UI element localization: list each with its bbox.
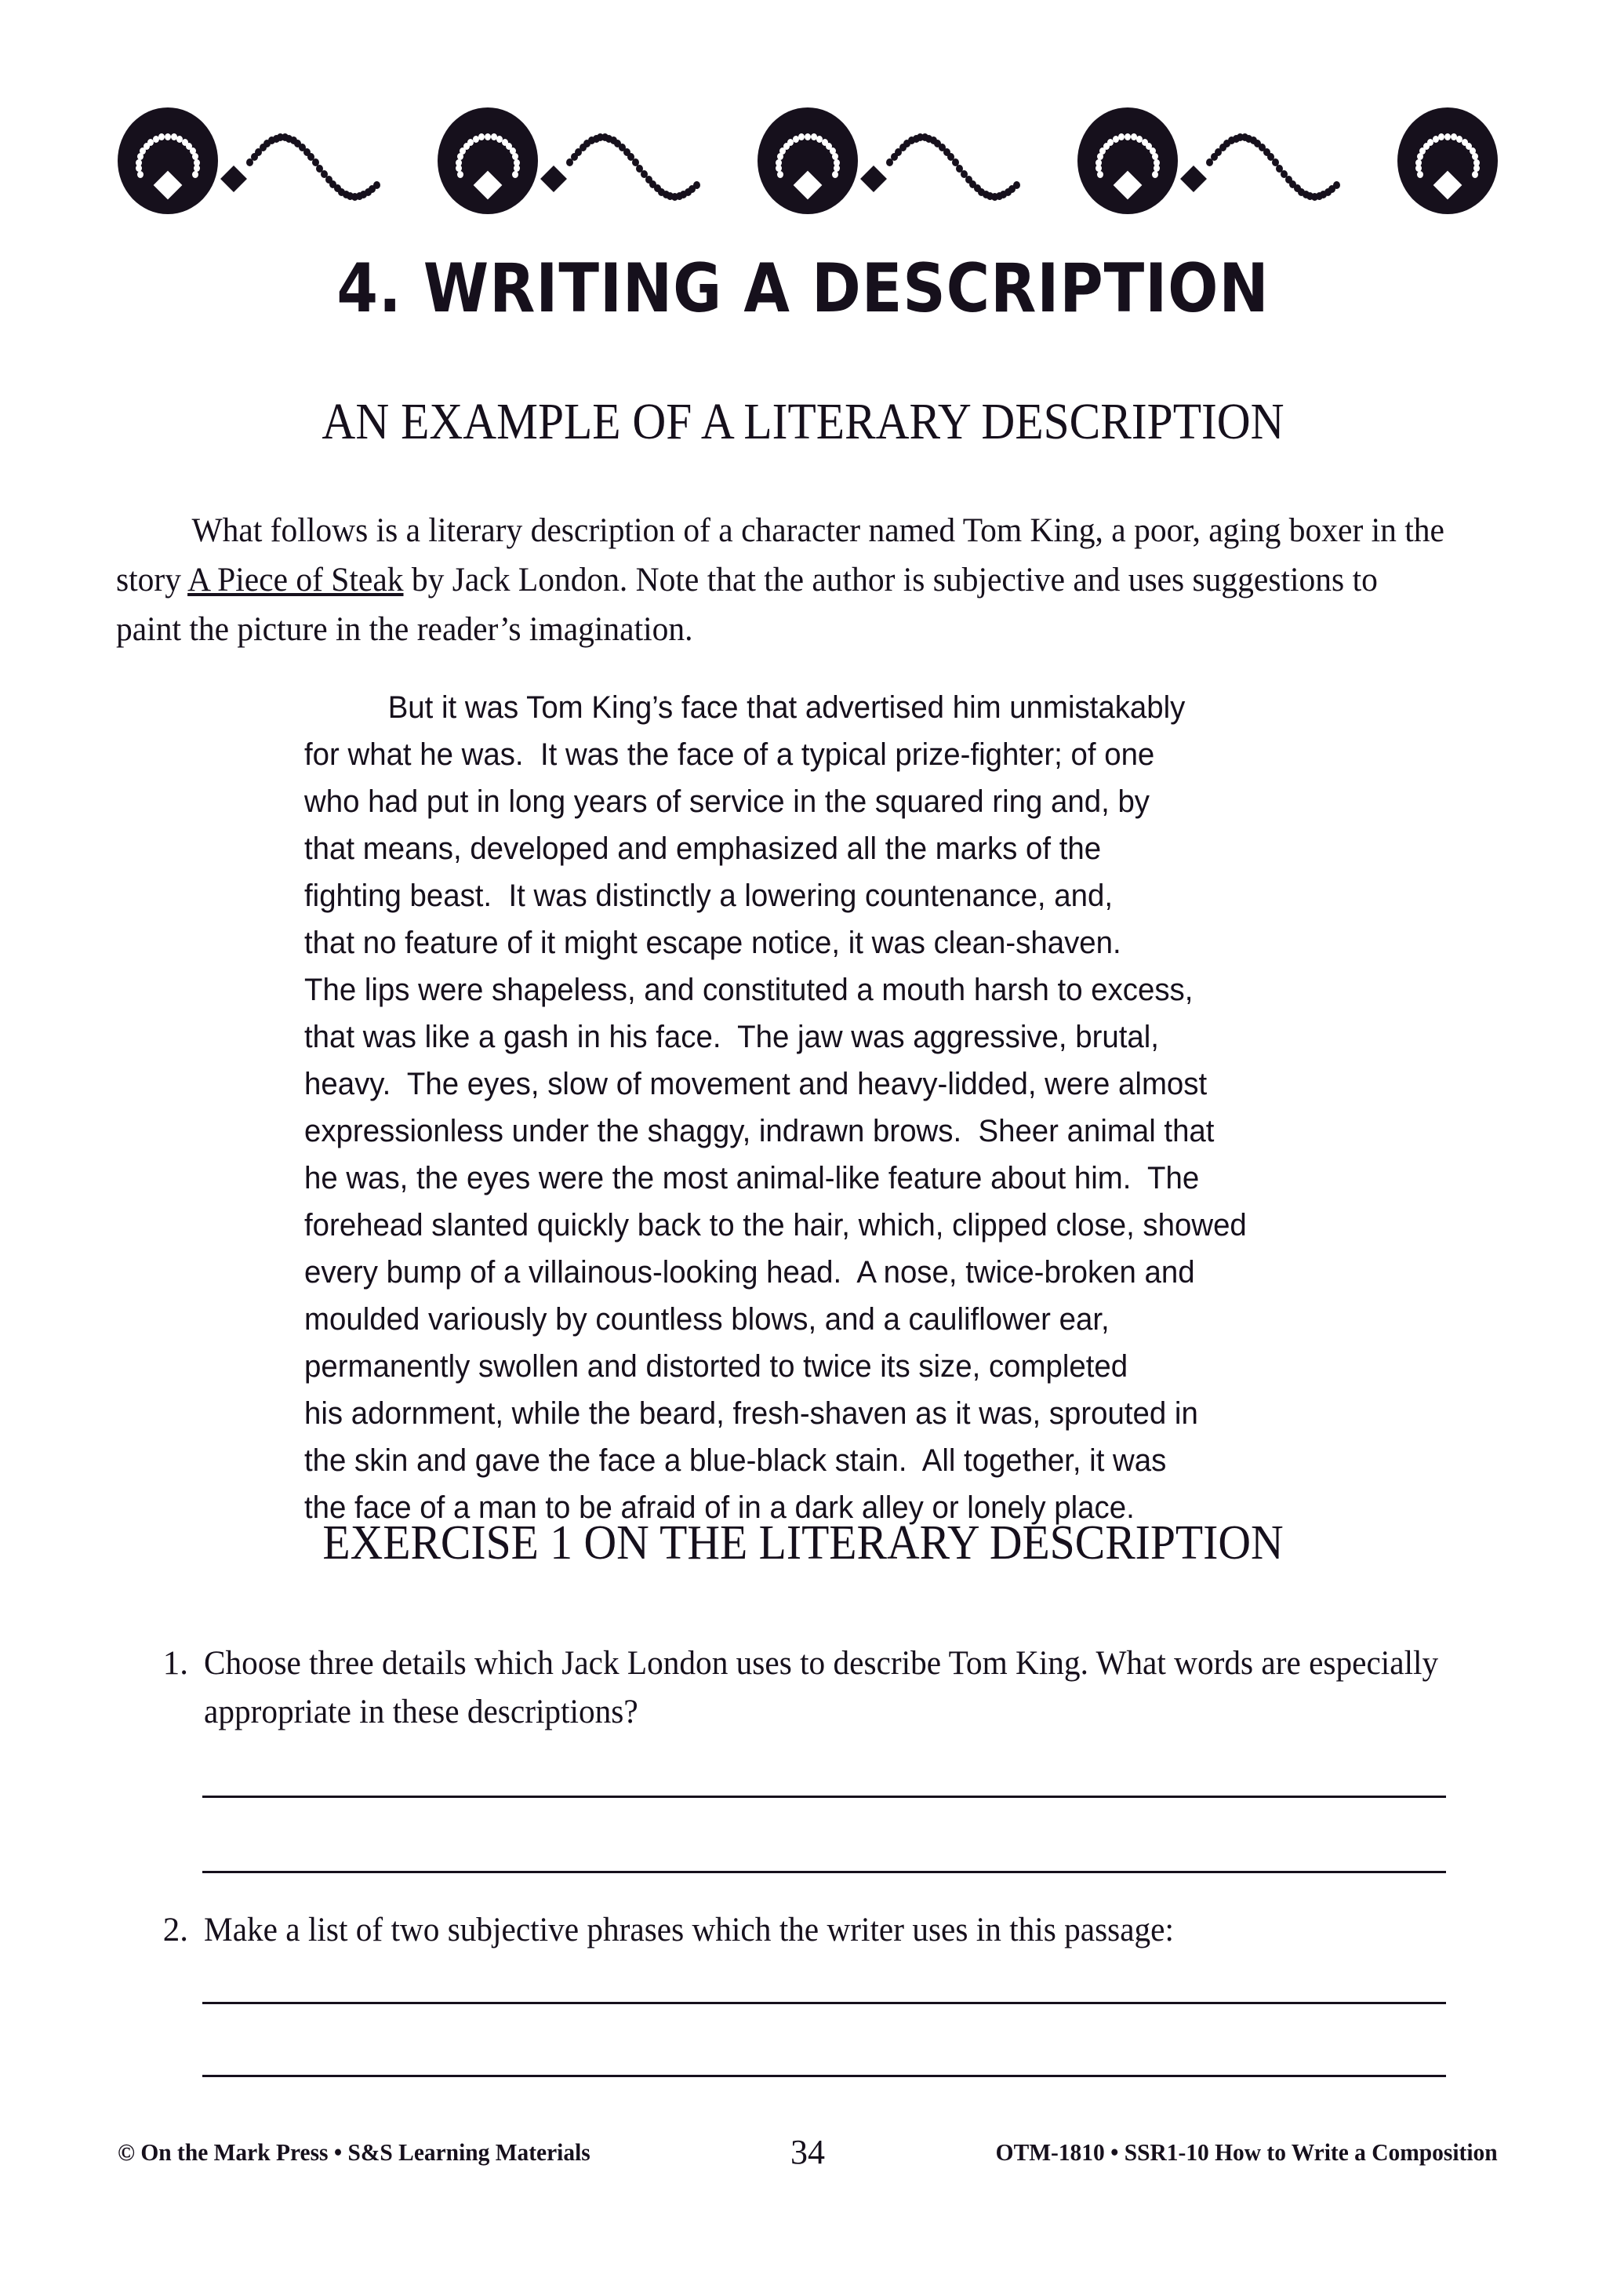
work-title: A Piece of Steak bbox=[187, 562, 404, 599]
answer-line[interactable] bbox=[202, 2075, 1446, 2077]
excerpt-line: every bump of a villainous-looking head. A nose, twice-broken and bbox=[304, 1255, 1195, 1290]
page-number: 34 bbox=[790, 2133, 825, 2171]
excerpt-line: he was, the eyes were the most animal-like feature about him. The bbox=[304, 1161, 1200, 1195]
intro-paragraph bbox=[116, 506, 1448, 654]
question-text: Choose three details which Jack London uses to describe Tom King. What words are especially appropriate in these descriptions? bbox=[204, 1645, 1439, 1730]
excerpt-line: expressionless under the shaggy, indrawn brows. Sheer animal that bbox=[304, 1114, 1215, 1148]
page-footer bbox=[118, 2133, 1498, 2178]
deco-unit bbox=[438, 107, 699, 214]
excerpt-line: the skin and gave the face a blue-black stain. All together, it was bbox=[304, 1443, 1167, 1478]
deco-unit bbox=[758, 107, 1019, 214]
excerpt-line: the face of a man to be afraid of in a dark alley or lonely place. bbox=[304, 1490, 1135, 1525]
excerpt-line: that means, developed and emphasized all the marks of the bbox=[304, 831, 1102, 866]
excerpt-line: moulded variously by countless blows, and a cauliflower ear, bbox=[304, 1302, 1110, 1337]
question-text: Make a list of two subjective phrases which the writer uses in this passage: bbox=[204, 1912, 1174, 1949]
literary-excerpt bbox=[304, 684, 1275, 1531]
excerpt-line: permanently swollen and distorted to twice its size, completed bbox=[304, 1349, 1128, 1384]
excerpt-line: that no feature of it might escape notice, it was clean-shaven. bbox=[304, 926, 1121, 960]
section-subtitle: AN EXAMPLE OF A LITERARY DESCRIPTION bbox=[322, 393, 1284, 450]
answer-line[interactable] bbox=[202, 1796, 1446, 1798]
answer-line[interactable] bbox=[202, 2002, 1446, 2004]
deco-unit bbox=[1397, 107, 1498, 214]
question-number: 1. bbox=[162, 1645, 188, 1682]
deco-unit bbox=[118, 107, 380, 214]
footer-product-code: OTM-1810 • SSR1-10 How to Write a Composition bbox=[996, 2138, 1498, 2166]
deco-unit bbox=[1077, 107, 1339, 214]
question-number: 2. bbox=[162, 1912, 188, 1949]
dotted-wave-separator-icon bbox=[1178, 118, 1339, 204]
intro-text-before: What follows is a literary description of a character named Tom King, a poor, aging boxer in the story bbox=[116, 512, 1444, 599]
excerpt-line: forehead slanted quickly back to the hair, which, clipped close, showed bbox=[304, 1208, 1247, 1243]
dotted-arch-circle-icon bbox=[438, 107, 538, 214]
small-diamond-icon bbox=[220, 166, 247, 192]
dotted-wave-separator-icon bbox=[218, 118, 380, 204]
footer-copyright: © On the Mark Press • S&S Learning Materials bbox=[118, 2138, 590, 2166]
dotted-wave-separator-icon bbox=[858, 118, 1019, 204]
excerpt-line: heavy. The eyes, slow of movement and heavy-lidded, were almost bbox=[304, 1067, 1208, 1101]
dotted-arch-circle-icon bbox=[1397, 107, 1498, 214]
exercise-question-1 bbox=[133, 1639, 1490, 1737]
excerpt-line: The lips were shapeless, and constituted a mouth harsh to excess, bbox=[304, 973, 1194, 1007]
excerpt-line: his adornment, while the beard, fresh-shaven as it was, sprouted in bbox=[304, 1396, 1198, 1431]
dotted-wave-separator-icon bbox=[538, 118, 699, 204]
excerpt-line: that was like a gash in his face. The jaw was aggressive, brutal, bbox=[304, 1020, 1159, 1054]
excerpt-line: for what he was. It was the face of a typical prize-fighter; of one bbox=[304, 737, 1155, 772]
exercise-heading: EXERCISE 1 ON THE LITERARY DESCRIPTION bbox=[322, 1516, 1284, 1570]
exercise-question-2 bbox=[133, 1906, 1490, 1955]
excerpt-line: But it was Tom King’s face that advertised him unmistakably bbox=[304, 690, 1186, 725]
excerpt-line: who had put in long years of service in the squared ring and, by bbox=[304, 784, 1150, 819]
small-diamond-icon bbox=[1180, 166, 1207, 192]
dotted-arch-circle-icon bbox=[118, 107, 218, 214]
dotted-arch-circle-icon bbox=[758, 107, 858, 214]
intro-text-after: by Jack London. Note that the author is subjective and uses suggestions to paint the picture in the reader’s imagination. bbox=[116, 562, 1378, 648]
page-title: 4. WRITING A DESCRIPTION bbox=[336, 249, 1270, 328]
small-diamond-icon bbox=[860, 166, 887, 192]
decorative-header-band bbox=[118, 102, 1498, 220]
excerpt-line: fighting beast. It was distinctly a lowering countenance, and, bbox=[304, 879, 1114, 913]
small-diamond-icon bbox=[540, 166, 567, 192]
dotted-arch-circle-icon bbox=[1077, 107, 1178, 214]
answer-line[interactable] bbox=[202, 1871, 1446, 1873]
